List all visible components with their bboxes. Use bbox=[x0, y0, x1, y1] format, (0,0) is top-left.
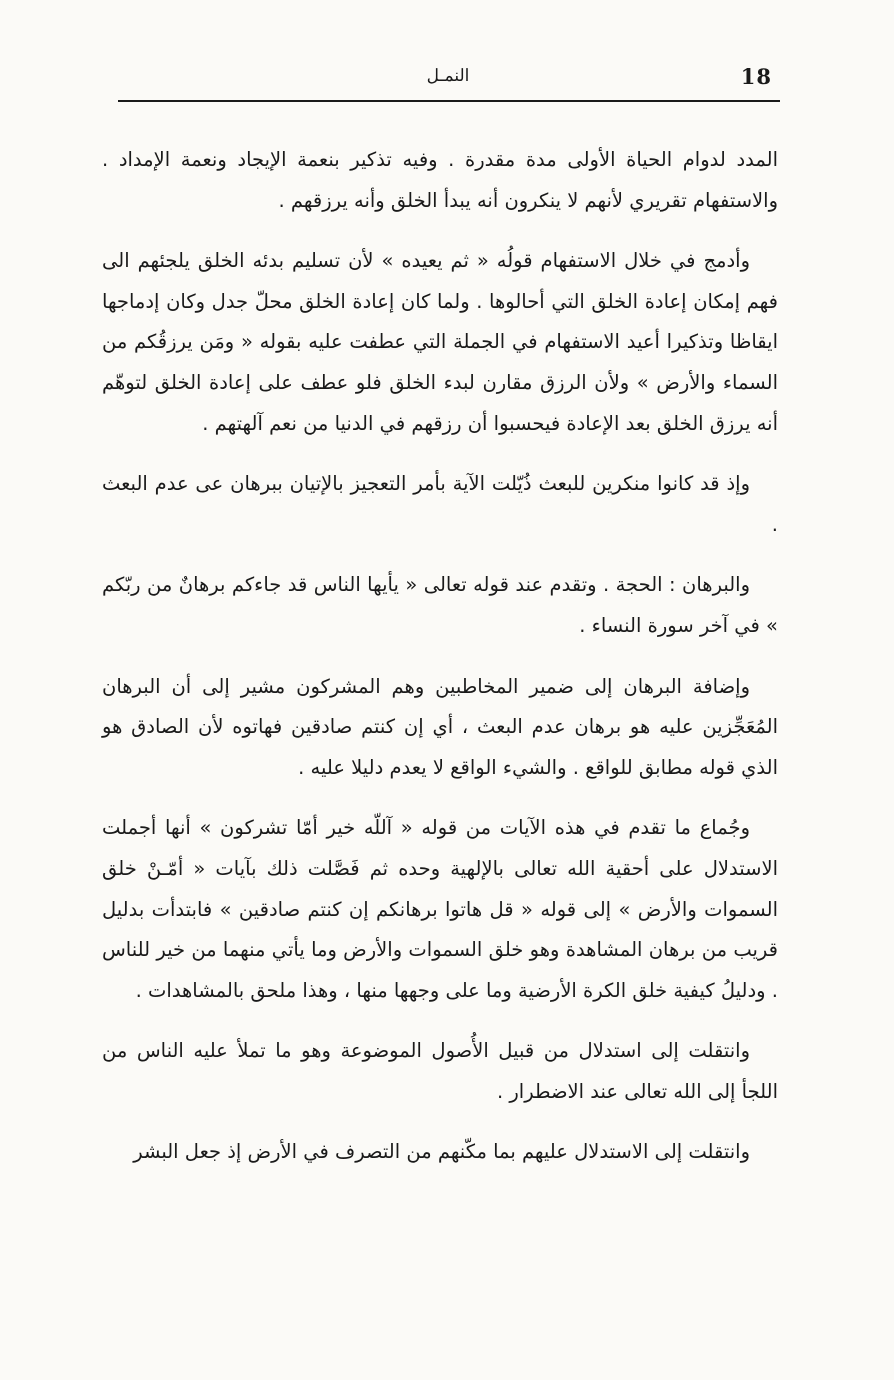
page-number: 18 bbox=[740, 64, 772, 89]
paragraph: وإضافة البرهان إلى ضمير المخاطبين وهم المشركون مشير إلى أن البرهان المُعَجِّزين عليه هو برهان عدم البعث ، أي إن كنتم صادقين فهاتوه لأن الصادق هو الذي قوله مطابق للواقع . والشيء الواقع لا يعدم دليلا عليه . bbox=[102, 674, 778, 779]
paragraph: وانتقلت إلى استدلال من قبيل الأُصول الموضوعة وهو ما تملأ عليه الناس من اللجأ إلى الله تعالى عند الاضطرار . bbox=[102, 1039, 778, 1103]
paragraph: وجُماع ما تقدم في هذه الآيات من قوله « آللّه خير أمّا تشركون » أنها أجملت الاستدلال على أحقية الله تعالى بالإلهية وحده ثم فَصَّلت ذلك بآيات « أمّـنْ خلق السموات والأرض » إلى قوله « قل هاتوا برهانكم إن كنتم صادقين » فابتدأت بدليل قريب من برهان المشاهدة وهو خلق السموات والأرض وما يأتي منهما من خير للناس . ودليلُ كيفية خلق الكرة الأرضية وما على وجهها منها ، وهذا ملحق بالمشاهدات . bbox=[102, 816, 778, 1002]
running-title: النمـل bbox=[426, 66, 470, 86]
paragraph: المدد لدوام الحياة الأولى مدة مقدرة . وفيه تذكير بنعمة الإيجاد ونعمة الإمداد . والاستفهام تقريري لأنهم لا ينكرون أنه يبدأ الخلق وأنه يرزقهم . bbox=[102, 148, 778, 212]
paragraph: وإذ قد كانوا منكرين للبعث ذُيّلت الآية بأمر التعجيز بالإتيان ببرهان عى عدم البعث . bbox=[102, 472, 778, 536]
paragraph: وأدمج في خلال الاستفهام قولُه « ثم يعيده » لأن تسليم بدئه الخلق يلجئهم الى فهم إمكان إعادة الخلق التي أحالوها . ولما كان إعادة الخلق محلّ جدل وكان إدماجها ايقاظا وتذكيرا أعيد الاستفهام في الجملة التي عطفت عليه بقوله « ومَن يرزقُكم من السماء والأرض » ولأن الرزق مقارن لبدء الخلق فلو عطف على إعادة الخلق لتوهّم أنه يرزق الخلق بعد الإعادة فيحسبوا أن رزقهم في الدنيا من نعم آلهتهم . bbox=[102, 249, 778, 435]
page-header bbox=[118, 58, 778, 102]
paragraph: والبرهان : الحجة . وتقدم عند قوله تعالى « يأيها الناس قد جاءكم برهانٌ من ربّكم » في آخر سورة النساء . bbox=[102, 573, 778, 637]
header-rule bbox=[118, 100, 780, 102]
body-text bbox=[102, 140, 778, 1193]
paragraph: وانتقلت إلى الاستدلال عليهم بما مكّنهم من التصرف في الأرض إذ جعل البشر bbox=[133, 1140, 750, 1164]
